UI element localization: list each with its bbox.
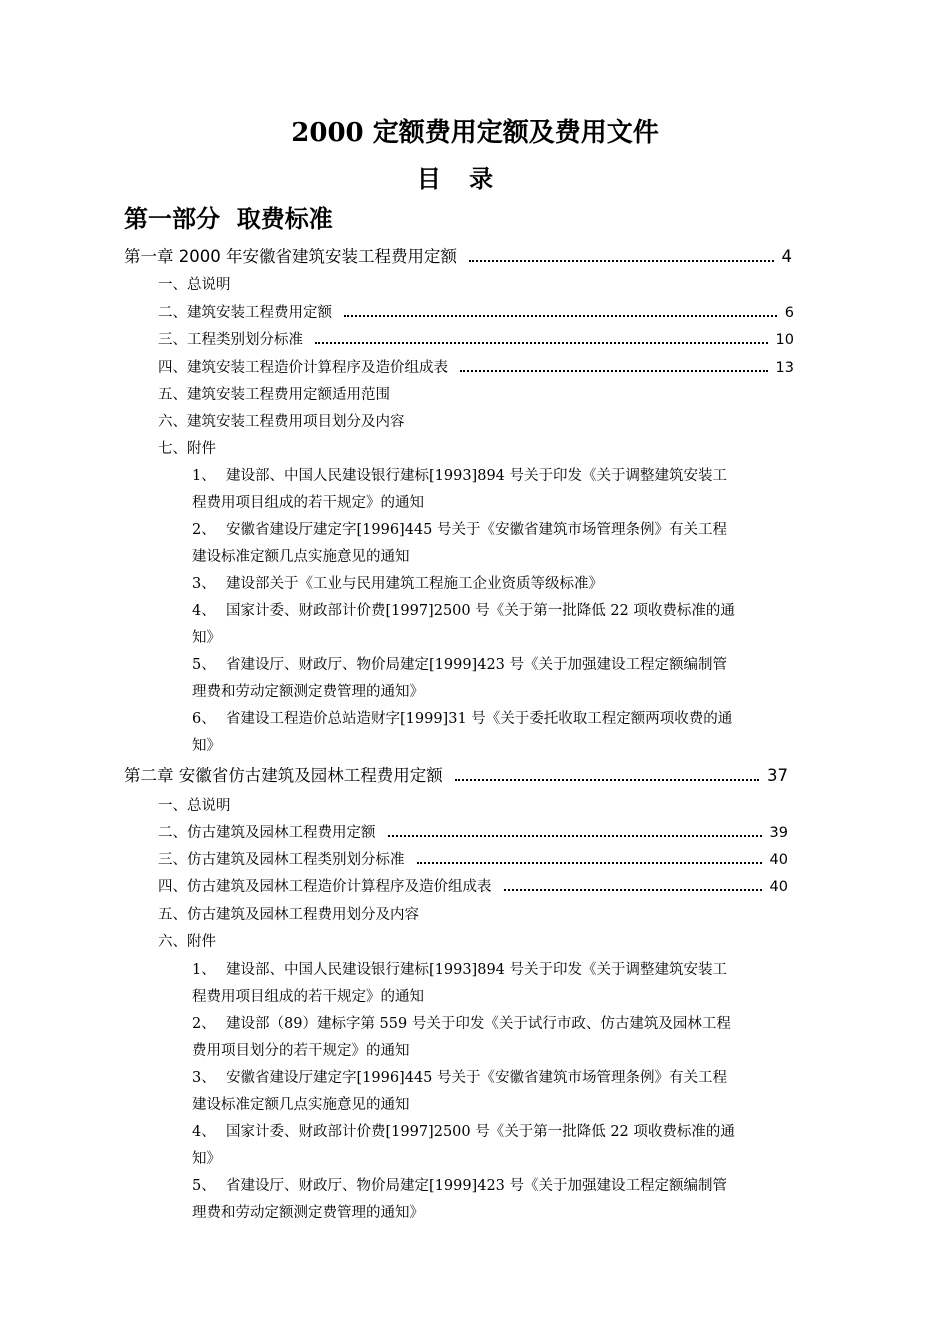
page-number: 13 — [775, 360, 794, 376]
part-title: 第一部分 取费标准 — [124, 204, 333, 233]
attachment-number: 5、 — [192, 1178, 216, 1194]
page-number: 4 — [781, 247, 792, 266]
attachment-text: 建设部关于《工业与民用建筑工程施工企业资质等级标准》 — [226, 576, 603, 592]
toc-item-label: 六、建筑安装工程费用项目划分及内容 — [158, 414, 405, 430]
toc-chapter-1[interactable] — [124, 246, 792, 268]
toc-item[interactable] — [158, 411, 794, 433]
attachment-text-cont: 知》 — [192, 630, 221, 646]
leader-dots — [460, 370, 768, 372]
attachment-text-cont: 费用项目划分的若干规定》的通知 — [192, 1043, 410, 1059]
attachment-item[interactable] — [192, 706, 792, 760]
toc-item[interactable] — [158, 931, 788, 953]
toc-item-label: 一、总说明 — [158, 798, 231, 814]
attachment-number: 6、 — [192, 711, 216, 727]
page-number: 40 — [769, 852, 788, 868]
attachment-item[interactable] — [192, 517, 792, 571]
attachment-number: 2、 — [192, 522, 216, 538]
leader-dots — [469, 260, 774, 262]
toc-chapter-2[interactable] — [124, 765, 788, 787]
page-number: 10 — [775, 332, 794, 348]
attachment-text: 省建设厅、财政厅、物价局建定[1999]423 号《关于加强建设工程定额编制管 — [226, 657, 727, 673]
attachment-item[interactable] — [192, 571, 792, 598]
leader-dots — [388, 835, 762, 837]
toc-item-label: 三、仿古建筑及园林工程类别划分标准 — [158, 852, 405, 868]
attachment-number: 1、 — [192, 468, 216, 484]
toc-item-label: 二、建筑安装工程费用定额 — [158, 305, 332, 321]
toc-item-label: 七、附件 — [158, 441, 216, 457]
toc-item[interactable] — [158, 302, 794, 324]
toc-item-label: 一、总说明 — [158, 277, 231, 293]
toc-item-label: 五、建筑安装工程费用定额适用范围 — [158, 387, 390, 403]
attachment-number: 3、 — [192, 576, 216, 592]
attachment-item[interactable] — [192, 1011, 792, 1065]
attachment-item[interactable] — [192, 1065, 792, 1119]
toc-item[interactable] — [158, 904, 788, 926]
attachment-text: 安徽省建设厅建定字[1996]445 号关于《安徽省建筑市场管理条例》有关工程 — [226, 1070, 727, 1086]
attachment-text: 省建设厅、财政厅、物价局建定[1999]423 号《关于加强建设工程定额编制管 — [226, 1178, 727, 1194]
chapter-title: 第二章 安徽省仿古建筑及园林工程费用定额 — [124, 766, 443, 785]
toc-item-label: 四、建筑安装工程造价计算程序及造价组成表 — [158, 360, 448, 376]
toc-item[interactable] — [158, 357, 794, 379]
toc-item-label: 六、附件 — [158, 934, 216, 950]
attachment-text-cont: 知》 — [192, 738, 221, 754]
toc-item[interactable] — [158, 274, 794, 296]
toc-item[interactable] — [158, 795, 788, 817]
attachment-item[interactable] — [192, 957, 792, 1011]
page-number: 37 — [767, 766, 788, 785]
leader-dots — [504, 889, 762, 891]
attachment-text-cont: 程费用项目组成的若干规定》的通知 — [192, 989, 424, 1005]
attachment-item[interactable] — [192, 1173, 792, 1227]
attachment-text: 建设部（89）建标字第 559 号关于印发《关于试行市政、仿古建筑及园林工程 — [226, 1016, 731, 1032]
toc-item[interactable] — [158, 384, 794, 406]
attachment-item[interactable] — [192, 652, 792, 706]
toc-item-label: 三、工程类别划分标准 — [158, 332, 303, 348]
toc-heading: 目 录 — [416, 164, 504, 193]
attachment-text-cont: 建设标准定额几点实施意见的通知 — [192, 1097, 410, 1113]
page-number: 6 — [784, 305, 794, 321]
attachment-text: 国家计委、财政部计价费[1997]2500 号《关于第一批降低 22 项收费标准的通 — [226, 1124, 735, 1140]
page-number: 40 — [769, 879, 788, 895]
attachment-item[interactable] — [192, 598, 792, 652]
page-number: 39 — [769, 825, 788, 841]
document-title: 2000 定额费用定额及费用文件 — [291, 118, 659, 148]
leader-dots — [417, 862, 762, 864]
toc-item[interactable] — [158, 329, 794, 351]
toc-item[interactable] — [158, 876, 788, 898]
attachment-item[interactable] — [192, 1119, 792, 1173]
attachment-number: 5、 — [192, 657, 216, 673]
attachment-text: 建设部、中国人民建设银行建标[1993]894 号关于印发《关于调整建筑安装工 — [226, 962, 727, 978]
toc-item-label: 四、仿古建筑及园林工程造价计算程序及造价组成表 — [158, 879, 492, 895]
attachment-text-cont: 理费和劳动定额测定费管理的通知》 — [192, 684, 424, 700]
leader-dots — [455, 779, 759, 781]
attachment-item[interactable] — [192, 463, 792, 517]
attachment-number: 1、 — [192, 962, 216, 978]
toc-item[interactable] — [158, 849, 788, 871]
attachment-number: 4、 — [192, 1124, 216, 1140]
toc-item[interactable] — [158, 438, 794, 460]
attachment-text: 建设部、中国人民建设银行建标[1993]894 号关于印发《关于调整建筑安装工 — [226, 468, 727, 484]
leader-dots — [344, 315, 777, 317]
attachment-text-cont: 程费用项目组成的若干规定》的通知 — [192, 495, 424, 511]
attachment-text-cont: 知》 — [192, 1151, 221, 1167]
attachment-text-cont: 理费和劳动定额测定费管理的通知》 — [192, 1205, 424, 1221]
toc-item-label: 二、仿古建筑及园林工程费用定额 — [158, 825, 376, 841]
toc-item[interactable] — [158, 822, 788, 844]
leader-dots — [315, 342, 768, 344]
attachment-text-cont: 建设标准定额几点实施意见的通知 — [192, 549, 410, 565]
attachment-number: 4、 — [192, 603, 216, 619]
attachment-text: 安徽省建设厅建定字[1996]445 号关于《安徽省建筑市场管理条例》有关工程 — [226, 522, 727, 538]
chapter-title: 第一章 2000 年安徽省建筑安装工程费用定额 — [124, 247, 457, 266]
attachment-text: 国家计委、财政部计价费[1997]2500 号《关于第一批降低 22 项收费标准的通 — [226, 603, 735, 619]
toc-item-label: 五、仿古建筑及园林工程费用划分及内容 — [158, 907, 419, 923]
attachment-text: 省建设工程造价总站造财字[1999]31 号《关于委托收取工程定额两项收费的通 — [226, 711, 733, 727]
attachment-number: 3、 — [192, 1070, 216, 1086]
attachment-number: 2、 — [192, 1016, 216, 1032]
